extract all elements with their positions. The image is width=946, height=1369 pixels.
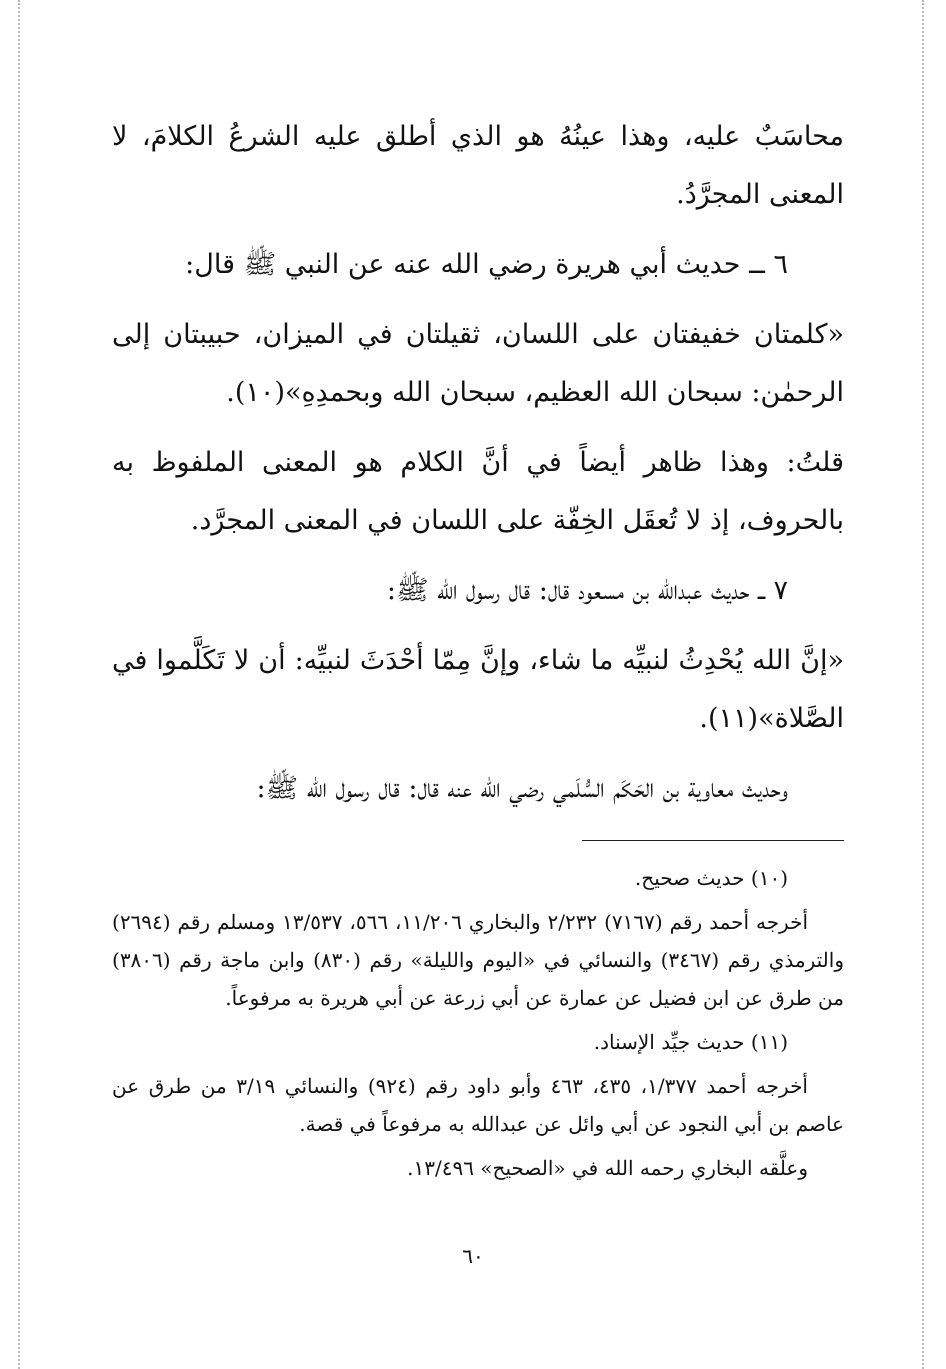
- hadith-6-text: «كلمتان خفيفتان على اللسان، ثقيلتان في الميزان، حبيبتان إلى الرحمٰن: سبحان الله العظيم، سبحان الله وبحمدِهِ»(١٠).: [112, 319, 844, 408]
- footnote-11-text: أخرجه أحمد ١/٣٧٧، ٤٣٥، ٤٦٣ وأبو داود رقم (٩٢٤) والنسائي ٣/١٩ من طرق عن عاصم بن أبي النجود عن أبي وائل عن عبدالله به مرفوعاً في قصة.: [112, 1074, 844, 1136]
- footnote-10-heading: (١٠) حديث صحيح.: [634, 866, 788, 890]
- footnote-11-heading: (١١) حديث جيِّد الإسناد.: [593, 1030, 788, 1054]
- footnote-11-extra: وعلَّقه البخاري رحمه الله في «الصحيح» ١٣/٤٩٦.: [407, 1156, 808, 1180]
- scan-edge-right: [922, 0, 924, 1369]
- hadith-6-heading: ٦ ــ حديث أبي هريرة رضي الله عنه عن النبي ﷺ قال:: [185, 249, 788, 280]
- hadith-7-text: «إنَّ الله يُحْدِثُ لنبيِّه ما شاء، وإنَّ مِمّا أحْدَثَ لنبيِّه: أن لا تَكَلَّموا في الصَّلاة»(١١).: [112, 645, 844, 734]
- scan-edge-left: [18, 0, 20, 1369]
- hadith-7-heading: ٧ ــ حديث عبدالله بن مسعود قال: قال رسول الله ﷺ:: [386, 575, 788, 606]
- footnotes: [112, 859, 844, 1187]
- footnote-10-text: أخرجه أحمد رقم (٧١٦٧) ٢/٢٣٢ والبخاري ١١/٢٠٦، ٥٦٦، ١٣/٥٣٧ ومسلم رقم (٢٦٩٤) والترمذي رقم (٣٤٦٧) والنسائي في «اليوم والليلة» رقم (٨٣٠) وابن ماجة رقم (٣٨٠٦) من طرق عن ابن فضيل عن عمارة عن أبي زرعة عن أبي هريرة به مرفوعاً.: [112, 910, 844, 1010]
- footnote-separator: [582, 840, 844, 841]
- main-text: [112, 108, 844, 818]
- paragraph-continuation: محاسَبٌ عليه، وهذا عينُهُ هو الذي أطلق عليه الشرعُ الكلامَ، لا المعنى المجرَّدُ.: [112, 121, 844, 210]
- author-comment: قلتُ: وهذا ظاهر أيضاً في أنَّ الكلام هو المعنى الملفوظ به بالحروف، إذ لا تُعقَل الخِفّة على اللسان في المعنى المجرَّد.: [112, 447, 844, 536]
- page-number: ٦٠: [462, 1244, 484, 1268]
- muawiya-hadith-intro: وحديث معاوية بن الحَكَم السُّلَمي رضي الله عنه قال: قال رسول الله ﷺ:: [256, 773, 788, 804]
- book-page: [112, 108, 844, 1193]
